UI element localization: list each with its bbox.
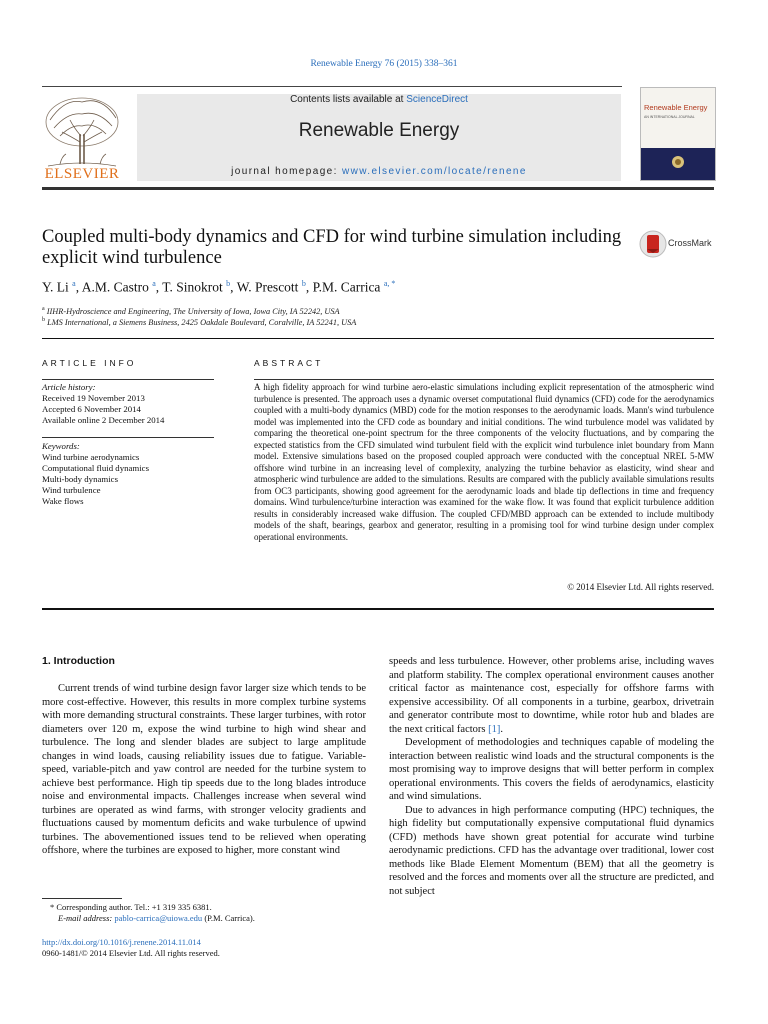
author-affiliation-mark[interactable]: b [301,279,306,288]
abstract-heading: ABSTRACT [254,358,324,368]
elsevier-wordmark: ELSEVIER [44,166,120,182]
author-affiliation-mark[interactable]: a [152,279,156,288]
keywords-block [42,441,214,507]
sciencedirect-link[interactable]: ScienceDirect [406,94,468,105]
article-title: Coupled multi-body dynamics and CFD for wind turbine simulation including explicit wind turbulence [42,227,622,268]
contents-available-line [137,94,621,105]
body-column-left [42,682,366,858]
reference-link[interactable]: [1] [488,723,501,735]
contents-prefix: Contents lists available at [290,94,407,105]
keyword-item: Wake flows [42,496,84,506]
article-info-rule-mid [42,437,214,438]
doi-link[interactable]: http://dx.doi.org/10.1016/j.renene.2014.11.014 [42,937,201,947]
affiliation-mark: a [42,306,45,312]
author-name: P.M. Carrica [312,279,381,295]
introduction-heading: 1. Introduction [42,655,115,667]
article-info-rule-top [42,379,214,380]
author-name: Y. Li [42,279,69,295]
cover-title: Renewable Energy [644,103,708,112]
affiliation-text: LMS International, a Siemens Business, 2425 Oakdale Boulevard, Coralville, IA 52241, USA [47,317,357,327]
author-affiliation-mark[interactable]: b [226,279,231,288]
article-info-heading: ARTICLE INFO [42,358,137,368]
issn-line: 0960-1481/© 2014 Elsevier Ltd. All rights reserved. [42,948,220,958]
affiliation-b [42,317,682,327]
keyword-item: Computational fluid dynamics [42,463,150,473]
body-column-right [389,655,714,898]
header-top-rule [42,86,622,87]
author-name: A.M. Castro [81,279,149,295]
homepage-prefix: journal homepage: [231,166,342,177]
affiliation-mark: b [42,317,45,323]
history-label: Article history: [42,382,96,392]
paragraph-text: speeds and less turbulence. However, other problems arise, including waves and platform stability. The complex operational environment causes another critical factor as maintenance cost, especially for offshore farms with expensive accessibility. Of all components in a turbine, gearbox, drivetrain and generator contribute most to downtime, while rotor hub and blades are the next critical factors [389,656,714,735]
journal-cover-thumbnail[interactable] [640,87,716,181]
intro-paragraph: Current trends of wind turbine design favor larger size which tends to be more cost-effective. However, this results in more complex turbine systems with more demanding structural constraints. These larger turbines, with rotor diameters over 120 m, expose the wind turbine to high wind shear and turbulence. The long and slender blades are subject to large amplitude changes in wind loads, causing reliability issues due to fatigue. Variable-speed, variable-pitch and yaw control are needed for the turbine system to achieve best performance. High tip speeds due to the long blades introduce noise and environmental impacts. Challenges increase when several wind turbines are operated as wind farms, with stronger velocity gradients and fluctuations caused by momentum deficits and wake turbulence of upwind turbines. The abovementioned issues tend to be relieved when operating offshore, where the turbines are exposed to higher, more constant wind [42,683,366,856]
email-note [58,913,388,924]
header-bottom-rule [42,187,714,190]
keyword-item: Wind turbine aerodynamics [42,452,140,462]
journal-homepage-line [137,166,621,177]
history-item: Accepted 6 November 2014 [42,404,141,414]
history-item: Available online 2 December 2014 [42,415,165,425]
abstract-bottom-rule [42,608,714,610]
intro-paragraph [389,655,714,736]
journal-citation[interactable]: Renewable Energy 76 (2015) 338–361 [310,59,458,69]
affiliation-text: IIHR-Hydroscience and Engineering, The University of Iowa, Iowa City, IA 52242, USA [46,306,340,316]
affiliation-a [42,306,682,316]
doi-line [42,937,372,948]
email-link[interactable]: pablo-carrica@uiowa.edu [114,913,203,923]
paragraph-text: . [500,723,503,735]
keyword-item: Multi-body dynamics [42,474,118,484]
email-label: E-mail address: [58,913,115,923]
article-history [42,382,214,426]
footnote-rule [42,898,122,899]
intro-paragraph: Due to advances in high performance computing (HPC) techniques, the high fidelity but computationally expensive computational fluid dynamics (CFD) methods have shown great potential for accurate wind turbine aerodynamic predictions. CFD has the advantage over traditional, lower cost methods like Blade Element Momentum (BEM) that all the geometry is resolved and the forces and moments over all the structure are predicted, and not subject [389,804,714,897]
intro-paragraph: Development of methodologies and techniques capable of modeling the interaction between realistic wind loads and the structural components is the most promising way to improve designs that will better perform in complex operational environments. This covers the fields of aerodynamics, elasticity and wind simulations. [389,737,714,802]
homepage-link[interactable]: www.elsevier.com/locate/renene [341,166,527,177]
history-item: Received 19 November 2013 [42,393,145,403]
author-name: W. Prescott [236,279,299,295]
author-name: T. Sinokrot [162,279,223,295]
author-affiliation-mark[interactable]: a, * [383,279,396,288]
cover-subtitle: AN INTERNATIONAL JOURNAL [644,115,695,119]
corresponding-author-note: * Corresponding author. Tel.: +1 319 335 6381. [50,902,212,912]
author-affiliation-mark[interactable]: a [72,279,76,288]
abstract-text: A high fidelity approach for wind turbine aero-elastic simulations including explicit representation of the atmospheric wind turbulence is presented. The approach uses a dynamic overset computational fluid dynamics (CFD) code for the aerodynamics coupled with a multi-body dynamics (MBD) code for the motion responses to the aerodynamic loads. Mann's wind turbulence model was implemented into the CFD code as boundary and initial conditions. The wind turbulence model was validated by comparing the theoretical one-point spectrum for the three components of the velocity fluctuations, and by comparing the expected statistics from the CFD simulated wind turbulent field with the explicit wind turbulence inlet boundary from Mann model. Extensive simulations based on the proposed coupled approach were conducted with the conceptual NREL 5-MW offshore wind turbine in an increasing level of complexity, analyzing the turbine behavior as elasticity, wind shear and atmospheric wind turbulence are added to the simulations. Results are compared with the publicly available simulations results from OC3 participants, showing good agreement for the aerodynamic loads and blade tip deflections in time and frequency domains. Wind turbulence/turbine interaction was examined for the wake flow. It was found that explicit turbulence addition results in considerably increased wake diffusion. The coupled CFD/MBD approach can be extended to include multibody models of the shaft, bearings, gearbox and generator, resulting in a promising tool for wind turbine design under complex operational environments. [254,382,714,542]
keywords-label: Keywords: [42,441,80,451]
email-suffix: (P.M. Carrica). [202,913,255,923]
abstract-copyright: © 2014 Elsevier Ltd. All rights reserved. [567,582,714,592]
author-list: Y. Li $^a$, A.M. Castro $^a$, T. Sinokrot $^b$, W. Prescott $^b$, P.M. Carrica $^{a, *}$ [42,279,396,295]
abstract-rule-top [254,379,714,380]
title-block-divider [42,338,714,339]
keyword-item: Wind turbulence [42,485,101,495]
cover-emblem-icon [641,148,715,180]
crossmark-label[interactable]: CrossMark [668,238,712,248]
journal-title: Renewable Energy [298,120,460,141]
cover-band [641,148,715,180]
